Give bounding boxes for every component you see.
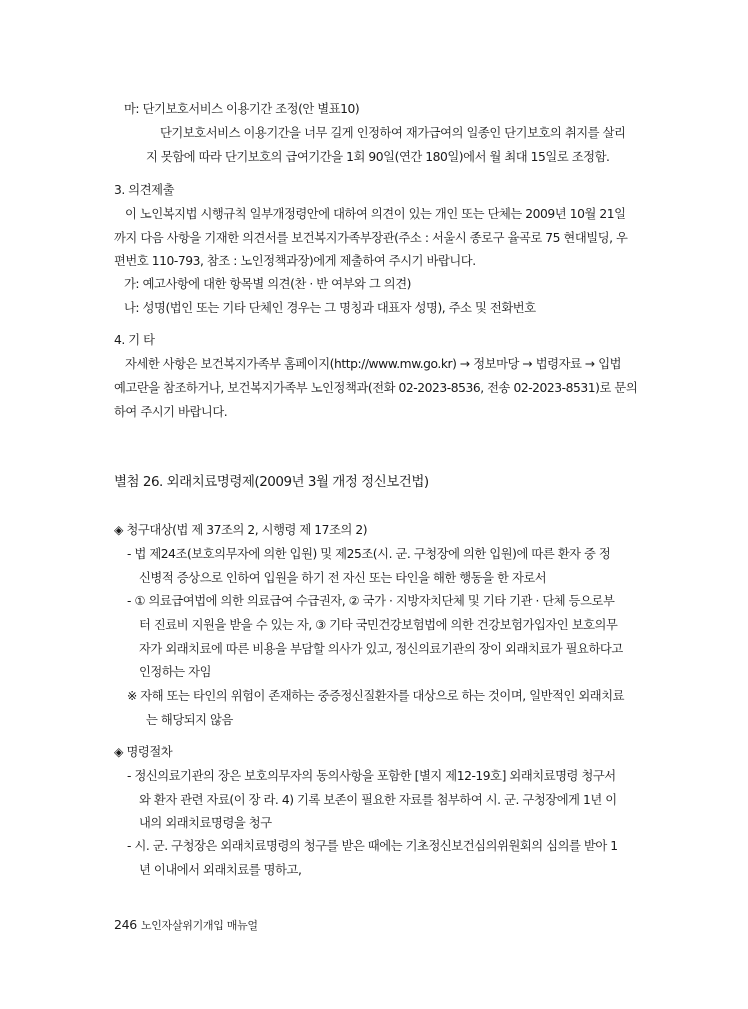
section-4-heading: 4. 기 타	[114, 333, 155, 347]
section-3-heading: 3. 의견제출	[114, 183, 175, 197]
page-number: 246	[114, 917, 137, 932]
page-footer	[114, 918, 258, 933]
section-4-body-line: 예고란을 참조하거나, 보건복지가족부 노인정책과(전화 02-2023-8536, 전송 02-2023-8531)로 문의	[114, 381, 638, 395]
section-4-body-line: 하여 주시기 바랍니다.	[114, 405, 228, 419]
section-4-body-line: 자세한 사항은 보건복지가족부 홈페이지(http://www.mw.go.kr) → 정보마당 → 법령자료 → 입법	[125, 357, 622, 371]
section-3-body-line: 편번호 110-793, 참조 : 노인정책과장)에게 제출하여 주시기 바랍니다.	[114, 254, 476, 268]
procedure-line: 와 환자 관련 자료(이 장 라. 4) 기록 보존이 필요한 자료를 첨부하여 시. 군. 구청장에게 1년 이	[139, 793, 617, 807]
claim-line: 인정하는 자임	[139, 665, 212, 679]
procedure-line: 내의 외래치료명령을 청구	[139, 816, 272, 830]
footer-title: 노인자살위기개입 매뉴얼	[140, 919, 258, 932]
procedure-line: - 시. 군. 구청장은 외래치료명령의 청구를 받은 때에는 기초정신보건심의위원회의 심의를 받아 1	[127, 839, 618, 853]
annex-title: 별첨 26. 외래치료명령제(2009년 3월 개정 정신보건법)	[114, 474, 429, 490]
section-ma-body-line: 단기보호서비스 이용기간을 너무 길게 인정하여 재가급여의 일종인 단기보호의 취지를 살리	[160, 126, 626, 140]
claim-line: - ① 의료급여법에 의한 의료급여 수급권자, ② 국가 · 지방자치단체 및 기타 기관 · 단체 등으로부	[127, 594, 615, 608]
claim-heading: ◈ 청구대상(법 제 37조의 2, 시행령 제 17조의 2)	[114, 523, 368, 537]
procedure-line: 년 이내에서 외래치료를 명하고,	[139, 863, 302, 877]
claim-line: 자가 외래치료에 따른 비용을 부담할 의사가 있고, 정신의료기관의 장이 외래치료가 필요하다고	[139, 642, 623, 656]
section-3-body-line: 이 노인복지법 시행규칙 일부개정령안에 대하여 의견이 있는 개인 또는 단체는 2009년 10월 21일	[125, 207, 626, 221]
section-3-item: 나: 성명(법인 또는 기타 단체인 경우는 그 명칭과 대표자 성명), 주소 및 전화번호	[124, 301, 536, 315]
claim-line: - 법 제24조(보호의무자에 의한 입원) 및 제25조(시. 군. 구청장에 의한 입원)에 따른 환자 중 정	[127, 547, 611, 561]
section-3-item: 가: 예고사항에 대한 항목별 의견(찬 · 반 여부와 그 의견)	[124, 277, 411, 291]
procedure-line: - 정신의료기관의 장은 보호의무자의 동의사항을 포함한 [별지 제12-19호] 외래치료명령 청구서	[127, 769, 616, 783]
claim-line: 터 진료비 지원을 받을 수 있는 자, ③ 기타 국민건강보험법에 의한 건강보험가입자인 보호의무	[139, 618, 618, 632]
claim-note: ※ 자해 또는 타인의 위험이 존재하는 중증정신질환자를 대상으로 하는 것이며, 일반적인 외래치료	[127, 689, 625, 703]
procedure-heading: ◈ 명령절차	[114, 745, 173, 759]
claim-note: 는 해당되지 않음	[146, 713, 233, 727]
section-ma-body-line: 지 못함에 따라 단기보호의 급여기간을 1회 90일(연간 180일)에서 월 최대 15일로 조정함.	[146, 150, 610, 164]
claim-line: 신병적 증상으로 인하여 입원을 하기 전 자신 또는 타인을 해한 행동을 한 자로서	[139, 571, 547, 585]
section-3-body-line: 까지 다음 사항을 기재한 의견서를 보건복지가족부장관(주소 : 서울시 종로구 율곡로 75 현대빌딩, 우	[114, 231, 628, 245]
section-ma-title: 마: 단기보호서비스 이용기간 조정(안 별표10)	[124, 102, 360, 116]
